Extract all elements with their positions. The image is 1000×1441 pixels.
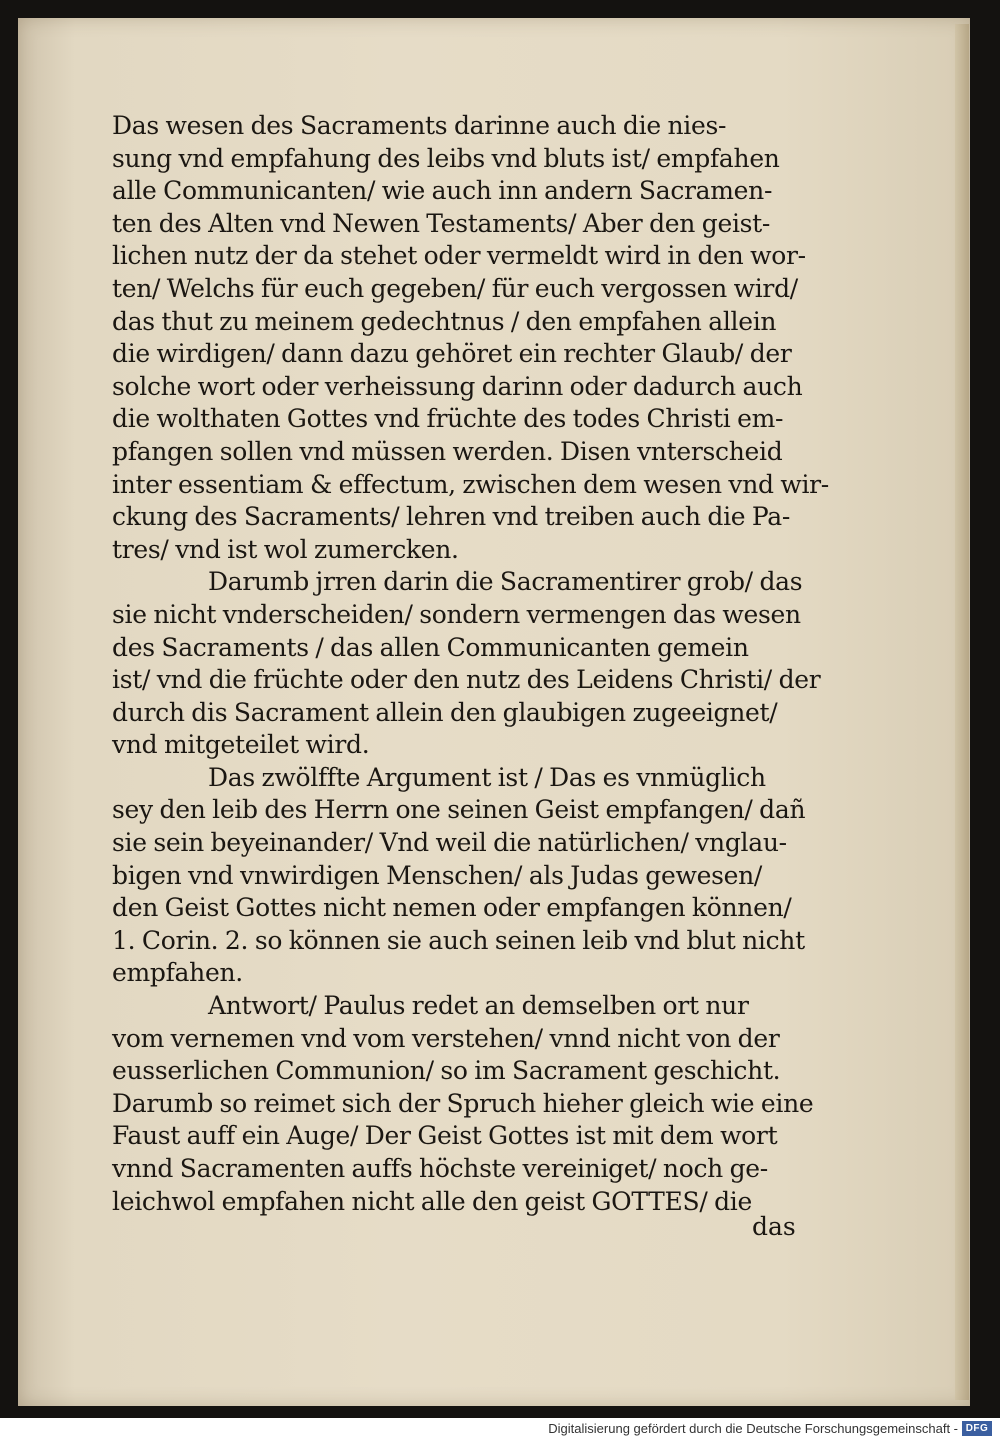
text-line: alle Communicanten/ wie auch inn andern Sacramen- <box>112 176 773 206</box>
page-text <box>112 110 829 1218</box>
text-line: lichen nutz der da stehet oder vermeldt wird in den wor- <box>112 241 806 271</box>
text-line: Faust auff ein Auge/ Der Geist Gottes ist mit dem wort <box>112 1121 778 1151</box>
text-line: die wirdigen/ dann dazu gehöret ein rechter Glaub/ der <box>112 339 792 369</box>
text-line: 1. Corin. 2. so können sie auch seinen leib vnd blut nicht <box>112 925 805 955</box>
dfg-logo-icon: DFG <box>962 1421 992 1436</box>
text-line: Das wesen des Sacraments darinne auch die nies- <box>112 111 727 140</box>
text-line: ten/ Welchs für euch gegeben/ für euch vergossen wird/ <box>112 273 798 303</box>
text-line: vnnd Sacramenten auffs höchste vereiniget/ noch ge- <box>112 1154 768 1183</box>
text-line: eusserlichen Communion/ so im Sacrament geschicht. <box>112 1056 781 1086</box>
text-line: vnd mitgeteilet wird. <box>112 730 370 760</box>
text-line: ckung des Sacraments/ lehren vnd treiben auch die Pa- <box>112 502 791 532</box>
page-edge <box>955 24 969 1400</box>
text-line: Darumb so reimet sich der Spruch hieher gleich wie eine <box>112 1088 814 1118</box>
text-line: sung vnd empfahung des leibs vnd bluts ist/ empfahen <box>112 143 780 173</box>
text-line: das thut zu meinem gedechtnus / den empfahen allein <box>112 306 777 336</box>
text-line: ist/ vnd die früchte oder den nutz des Leidens Christi/ der <box>112 665 821 695</box>
text-line: solche wort oder verheissung darinn oder dadurch auch <box>112 371 803 401</box>
text-line: Darumb jrren darin die Sacramentirer grob/ das <box>208 567 803 597</box>
text-line: sey den leib des Herrn one seinen Geist empfangen/ dañ <box>112 795 806 825</box>
text-line: vom vernemen vnd vom verstehen/ vnnd nicht von der <box>112 1023 780 1053</box>
text-line: ten des Alten vnd Newen Testaments/ Aber den geist- <box>112 208 771 238</box>
text-line: den Geist Gottes nicht nemen oder empfangen können/ <box>112 893 792 923</box>
text-line: des Sacraments / das allen Communicanten gemein <box>112 632 749 662</box>
funding-notice: Digitalisierung gefördert durch die Deutsche Forschungsgemeinschaft - <box>548 1421 958 1436</box>
text-line: pfangen sollen vnd müssen werden. Disen vnterscheid <box>112 436 783 466</box>
text-line: bigen vnd vnwirdigen Menschen/ als Judas gewesen/ <box>112 860 763 890</box>
text-line: sie nicht vnderscheiden/ sondern vermengen das wesen <box>112 599 801 629</box>
text-line: Das zwölffte Argument ist / Das es vnmüglich <box>208 762 766 792</box>
text-line: empfahen. <box>112 958 243 988</box>
text-line: tres/ vnd ist wol zumercken. <box>112 534 459 564</box>
catchword: das <box>752 1212 796 1241</box>
footer-bar <box>0 1418 1000 1441</box>
text-line: die wolthaten Gottes vnd früchte des todes Christi em- <box>112 404 784 434</box>
text-line: inter essentiam & effectum, zwischen dem wesen vnd wir- <box>112 469 829 499</box>
text-line: Antwort/ Paulus redet an demselben ort nur <box>208 991 749 1021</box>
text-line: leichwol empfahen nicht alle den geist GOTTES/ die <box>112 1186 753 1216</box>
text-line: sie sein beyeinander/ Vnd weil die natürlichen/ vnglau- <box>112 828 787 858</box>
text-line: durch dis Sacrament allein den glaubigen zugeeignet/ <box>112 697 778 727</box>
